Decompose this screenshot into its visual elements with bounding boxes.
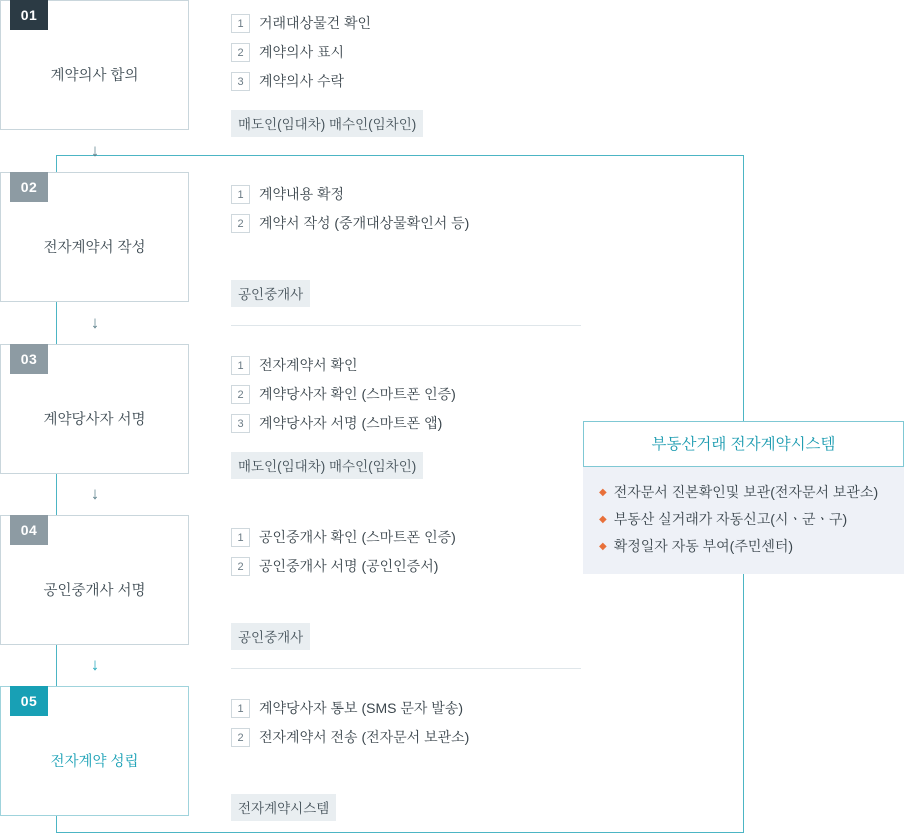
- item-label: 계약의사 수락: [259, 73, 345, 89]
- item-label: 전자계약서 확인: [259, 357, 358, 373]
- flow-arrow-1: ↓: [90, 141, 100, 160]
- system-panel-item-label: 전자문서 진본확인및 보관(전자문서 보관소): [613, 484, 879, 500]
- step-01-item-3: [231, 71, 344, 91]
- system-panel-title: 부동산거래 전자계약시스템: [583, 421, 904, 467]
- item-number: 1: [231, 699, 250, 718]
- step-box-03: [0, 344, 189, 474]
- flow-arrow-4: ↓: [90, 655, 100, 674]
- system-panel-body: [583, 467, 904, 574]
- step-number-01: 01: [10, 0, 48, 30]
- item-number: 2: [231, 728, 250, 747]
- step-title-01: 계약의사 합의: [50, 68, 139, 84]
- step-03-item-3: [231, 413, 442, 433]
- step-title-05: 전자계약 성립: [50, 754, 139, 770]
- diamond-bullet-icon: ◆: [599, 541, 607, 552]
- step-01-item-1: [231, 13, 371, 33]
- item-label: 계약당사자 서명 (스마트폰 앱): [259, 415, 443, 431]
- step-box-01: [0, 0, 189, 130]
- step-title-04: 공인중개사 서명: [43, 583, 146, 599]
- step-04-item-1: [231, 527, 456, 547]
- step-05-item-2: [231, 727, 469, 747]
- diamond-bullet-icon: ◆: [599, 514, 607, 525]
- item-number: 1: [231, 528, 250, 547]
- step-number-03: 03: [10, 344, 48, 374]
- item-number: 2: [231, 557, 250, 576]
- step-box-05: [0, 686, 189, 816]
- step-title-02: 전자계약서 작성: [43, 240, 146, 256]
- flow-arrow-2: ↓: [90, 313, 100, 332]
- system-panel-item-1: [599, 479, 904, 506]
- item-label: 전자계약서 전송 (전자문서 보관소): [259, 729, 470, 745]
- item-number: 1: [231, 14, 250, 33]
- system-callout-panel: [583, 421, 904, 574]
- system-panel-item-3: [599, 533, 904, 560]
- step-02-item-1: [231, 184, 344, 204]
- diamond-bullet-icon: ◆: [599, 487, 607, 498]
- item-label: 계약내용 확정: [259, 186, 345, 202]
- section-divider-2: [231, 668, 581, 669]
- item-label: 거래대상물건 확인: [259, 15, 372, 31]
- step-02-item-2: [231, 213, 469, 233]
- step-03-item-1: [231, 355, 358, 375]
- item-number: 2: [231, 385, 250, 404]
- system-panel-item-label: 부동산 실거래가 자동신고(시ㆍ군ㆍ구): [613, 511, 848, 527]
- item-label: 계약서 작성 (중개대상물확인서 등): [259, 215, 470, 231]
- step-05-item-1: [231, 698, 463, 718]
- item-label: 계약당사자 확인 (스마트폰 인증): [259, 386, 456, 402]
- step-title-03: 계약당사자 서명: [43, 412, 146, 428]
- system-panel-item-label: 확정일자 자동 부여(주민센터): [613, 538, 794, 554]
- step-01-actor-tag: 매도인(임대차) 매수인(임차인): [231, 110, 423, 137]
- item-number: 2: [231, 214, 250, 233]
- connector-line-top-horizontal: [56, 155, 743, 156]
- item-label: 공인중개사 확인 (스마트폰 인증): [259, 529, 456, 545]
- step-04-actor-tag: 공인중개사: [231, 623, 310, 650]
- step-02-actor-tag: 공인중개사: [231, 280, 310, 307]
- item-number: 3: [231, 72, 250, 91]
- item-label: 공인중개사 서명 (공인인증서): [259, 558, 439, 574]
- step-05-actor-tag: 전자계약시스템: [231, 794, 336, 821]
- item-label: 계약당사자 통보 (SMS 문자 발송): [259, 700, 463, 716]
- system-panel-item-2: [599, 506, 904, 533]
- step-03-item-2: [231, 384, 456, 404]
- step-box-02: [0, 172, 189, 302]
- step-03-actor-tag: 매도인(임대차) 매수인(임차인): [231, 452, 423, 479]
- item-number: 2: [231, 43, 250, 62]
- step-number-05: 05: [10, 686, 48, 716]
- item-number: 3: [231, 414, 250, 433]
- section-divider-1: [231, 325, 581, 326]
- step-number-04: 04: [10, 515, 48, 545]
- step-04-item-2: [231, 556, 438, 576]
- item-number: 1: [231, 356, 250, 375]
- flow-arrow-3: ↓: [90, 484, 100, 503]
- item-label: 계약의사 표시: [259, 44, 345, 60]
- step-box-04: [0, 515, 189, 645]
- step-number-02: 02: [10, 172, 48, 202]
- step-01-item-2: [231, 42, 344, 62]
- item-number: 1: [231, 185, 250, 204]
